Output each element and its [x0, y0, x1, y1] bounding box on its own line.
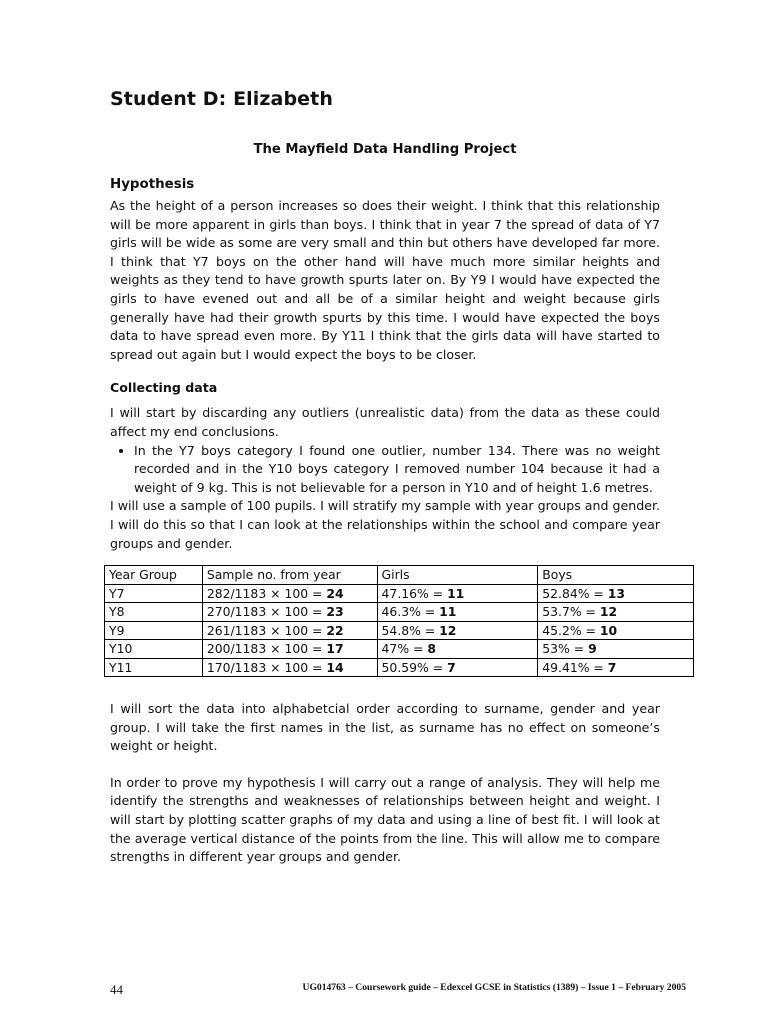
girls-percent: 54.8% = — [381, 622, 440, 638]
cell-sample — [202, 640, 377, 659]
cell-year: Y10 — [105, 640, 203, 659]
header-year-group: Year Group — [105, 566, 203, 585]
sample-calc: 261/1183 × 100 = — [206, 622, 327, 638]
cell-year: Y9 — [105, 621, 203, 640]
cell-sample — [202, 658, 377, 677]
cell-girls — [377, 658, 538, 677]
girls-value: 11 — [447, 585, 465, 601]
outlier-list — [110, 442, 660, 498]
sample-calc: 282/1183 × 100 = — [206, 585, 327, 601]
cell-sample — [202, 621, 377, 640]
list-item: • In the Y7 boys category I found one outlier, number 134. There was no weight recorded and in the Y10 boys category I removed number 104 because it had a weight of 9 kg. This is not believable for a person in Y10 and of height 1.6 metres. — [134, 442, 660, 498]
collecting-data-heading: Collecting data — [110, 380, 218, 396]
collecting-intro-paragraph: I will start by discarding any outliers (unrealistic data) from the data as these could affect my end conclusions. — [110, 405, 660, 439]
header-girls: Girls — [377, 566, 538, 585]
boys-percent: 45.2% = — [542, 622, 600, 638]
boys-value: 13 — [607, 585, 626, 601]
girls-percent: 47% = — [381, 641, 428, 657]
boys-value: 7 — [607, 659, 617, 675]
page-number: 44 — [110, 982, 123, 997]
sample-value: 14 — [326, 659, 344, 675]
table-row — [105, 658, 694, 677]
boys-percent: 49.41% = — [542, 659, 608, 675]
hypothesis-heading: Hypothesis — [110, 177, 195, 192]
sample-calc: 170/1183 × 100 = — [206, 659, 327, 675]
sample-table — [104, 565, 694, 677]
table-header-row — [105, 566, 694, 585]
table-row — [105, 621, 694, 640]
cell-year: Y7 — [105, 584, 203, 603]
page-title: Student D: Elizabeth — [110, 88, 333, 110]
cell-girls — [377, 584, 538, 603]
cell-year: Y11 — [105, 658, 203, 677]
hypothesis-paragraph: As the height of a person increases so does their weight. I think that this relationship will be more apparent in girls than boys. I think that in year 7 the spread of data of Y7 girls will be wide as some are very small and thin but others have developed far more. I think that Y7 boys on the other hand will have much more similar heights and weights as they tend to have growth spurts later on. By Y9 I would have expected the girls to have evened out and all be of a similar height and weight because girls generally have had their growth spurts by this time. I would have expected the boys data to have spread even more. By Y11 I think that the girls data will have started to spread out again but I would expect the boys to be closer. — [110, 198, 660, 362]
sample-calc: 270/1183 × 100 = — [206, 604, 327, 620]
boys-value: 12 — [599, 604, 618, 620]
boys-value: 10 — [599, 622, 618, 638]
sample-value: 22 — [326, 622, 344, 638]
table-row — [105, 603, 694, 622]
sample-value: 24 — [326, 585, 344, 601]
cell-boys — [538, 603, 694, 622]
footer-text: UG014763 – Coursework guide – Edexcel GCSE in Statistics (1389) – Issue 1 – February 2005 — [302, 982, 686, 993]
sample-calc: 200/1183 × 100 = — [206, 641, 327, 657]
girls-value: 11 — [439, 604, 457, 620]
boys-percent: 52.84% = — [542, 585, 608, 601]
cell-girls — [377, 621, 538, 640]
header-boys: Boys — [538, 566, 694, 585]
cell-year: Y8 — [105, 603, 203, 622]
cell-girls — [377, 603, 538, 622]
document-body — [110, 88, 660, 867]
cell-boys — [538, 621, 694, 640]
boys-value: 9 — [588, 641, 597, 657]
header-sample-no: Sample no. from year — [202, 566, 377, 585]
sample-value: 17 — [326, 641, 344, 657]
table-row — [105, 584, 694, 603]
sample-value: 23 — [326, 604, 344, 620]
cell-sample — [202, 603, 377, 622]
cell-girls — [377, 640, 538, 659]
table-row — [105, 640, 694, 659]
girls-percent: 50.59% = — [381, 659, 448, 675]
boys-percent: 53.7% = — [542, 604, 600, 620]
girls-value: 12 — [439, 622, 457, 638]
cell-boys — [538, 658, 694, 677]
girls-percent: 46.3% = — [381, 604, 440, 620]
sample-paragraph: I will use a sample of 100 pupils. I will stratify my sample with year groups and gender. I will do this so that I can look at the relationships within the school and compare year groups and gender. — [110, 498, 660, 551]
project-title: The Mayfield Data Handling Project — [253, 142, 517, 157]
sorting-paragraph: I will sort the data into alphabetcial order according to surname, gender and year group. I will take the first names in the list, as surname has no effect on someone’s weight or height. — [110, 701, 660, 754]
cell-boys — [538, 640, 694, 659]
girls-value: 7 — [447, 659, 456, 675]
cell-boys — [538, 584, 694, 603]
boys-percent: 53% = — [542, 641, 589, 657]
girls-percent: 47.16% = — [381, 585, 448, 601]
girls-value: 8 — [427, 641, 436, 657]
cell-sample — [202, 584, 377, 603]
analysis-paragraph: In order to prove my hypothesis I will carry out a range of analysis. They will help me identify the strengths and weaknesses of relationships between height and weight. I will start by plotting scatter graphs of my data and using a line of best fit. I will look at the average vertical distance of the points from the line. This will allow me to compare strengths in different year groups and gender. — [110, 774, 660, 865]
